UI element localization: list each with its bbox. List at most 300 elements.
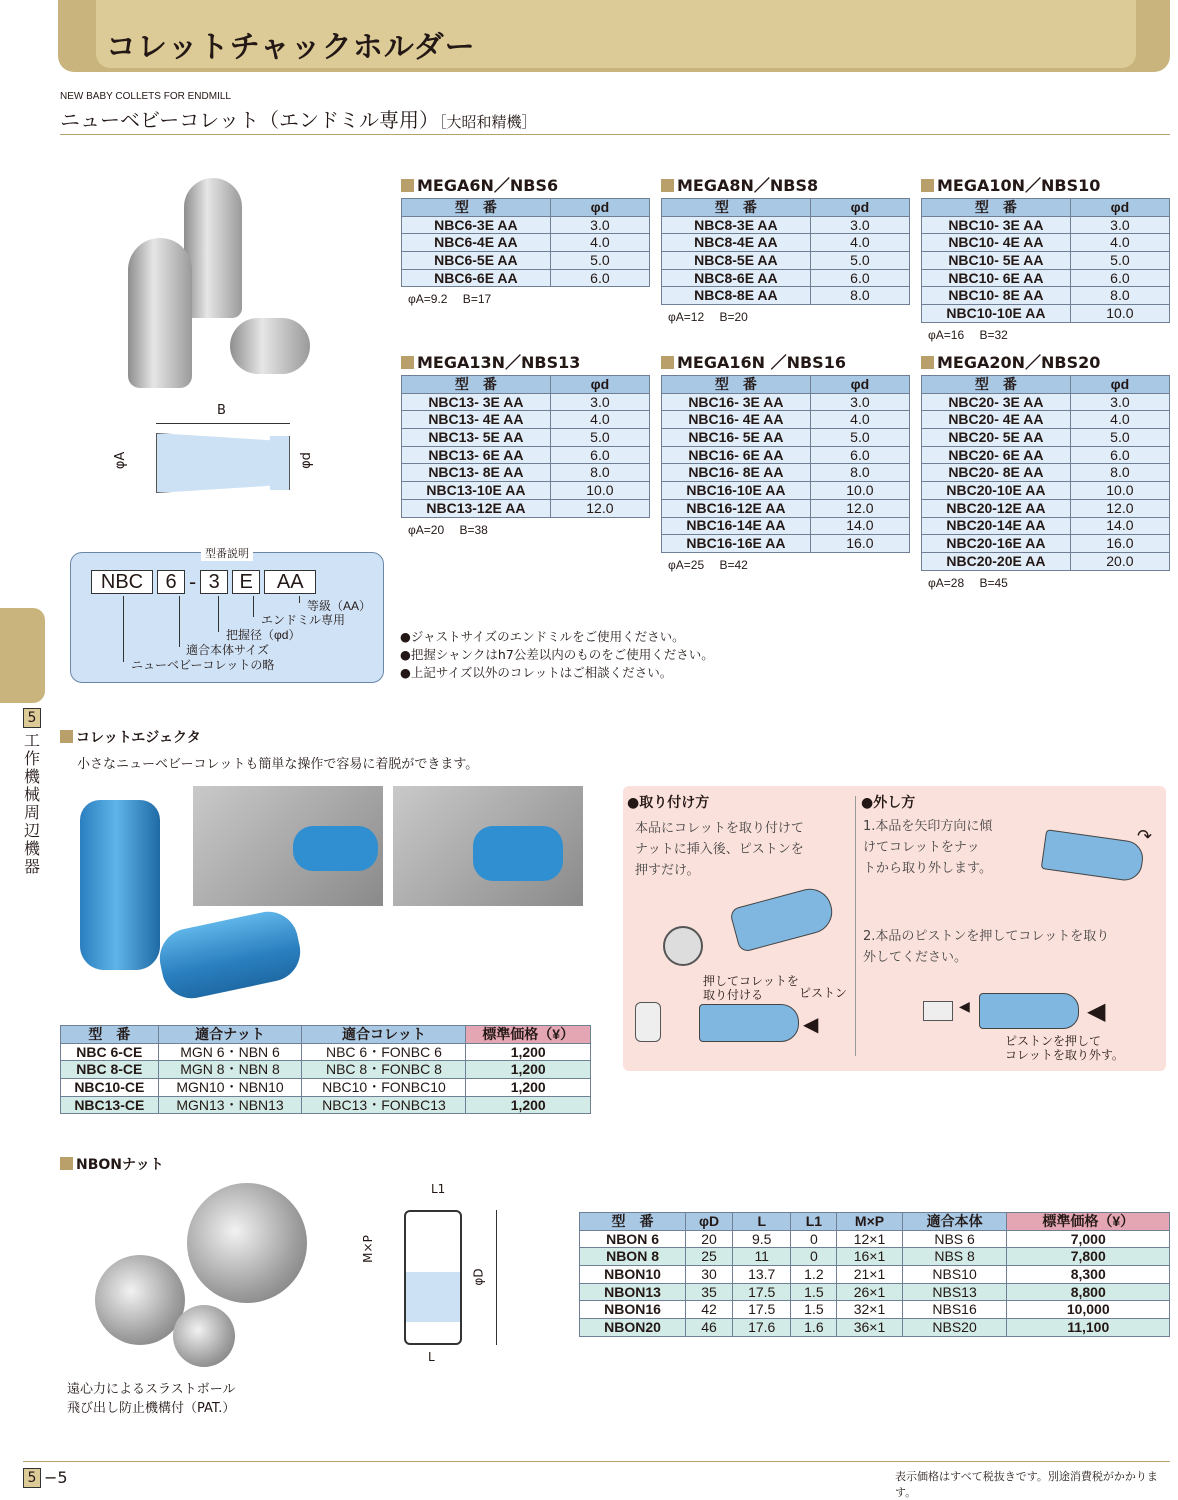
- diameter-cell: 4.0: [550, 234, 649, 252]
- col-header: L1: [791, 1213, 837, 1231]
- nbon-photo: [95, 1183, 315, 1368]
- subtitle-jp: [60, 104, 537, 133]
- legend-line-diameter: [218, 596, 219, 632]
- l-cell: 17.6: [733, 1319, 791, 1337]
- table-note: φA=9.2 B=17: [408, 292, 492, 307]
- col-header-model: 型 番: [662, 199, 811, 217]
- remove-label-line: コレットを取り外す。: [1005, 1048, 1124, 1062]
- table-row: [61, 1079, 591, 1097]
- footer-rule: [23, 1461, 1170, 1462]
- model-cell: NBC10- 5E AA: [922, 252, 1071, 270]
- side-tab: [0, 608, 45, 703]
- code-grade: AA: [264, 570, 316, 594]
- table-row: [61, 1096, 591, 1114]
- model-cell: NBON13: [580, 1283, 686, 1301]
- col-header-diameter: φd: [810, 199, 909, 217]
- l-cell: 13.7: [733, 1266, 791, 1284]
- model-cell: NBC13-10E AA: [402, 482, 551, 500]
- table-header-row: [662, 199, 910, 217]
- spec-table: [401, 198, 650, 287]
- diameter-cell: 8.0: [1070, 464, 1169, 482]
- attach-text-line: 押すだけ。: [635, 863, 700, 878]
- table-note: φA=20 B=38: [408, 522, 488, 537]
- table-row: [402, 446, 650, 464]
- ejector-drawing: [1041, 829, 1146, 883]
- howto-divider: [855, 796, 856, 1056]
- push-arrow-icon: ◀: [803, 1012, 819, 1036]
- footer-chapter-number: 5: [23, 1468, 41, 1488]
- usage-note: ●上記サイズ以外のコレットはご相談ください。: [400, 665, 673, 680]
- model-cell: NBC20-20E AA: [922, 552, 1071, 570]
- diameter-cell: 16.0: [810, 535, 909, 553]
- body-cell: NBS 8: [902, 1248, 1007, 1266]
- table-row: [662, 411, 910, 429]
- table-row: [662, 535, 910, 553]
- model-cell: NBC16- 3E AA: [662, 393, 811, 411]
- table-row: [662, 393, 910, 411]
- spec-table: [921, 375, 1170, 571]
- price-cell: 7,000: [1007, 1230, 1170, 1248]
- legend-label-type: エンドミル専用: [261, 613, 346, 627]
- nbon-caption: [67, 1380, 235, 1418]
- col-header: 型 番: [580, 1213, 686, 1231]
- table-row: [402, 234, 650, 252]
- l1-cell: 1.2: [791, 1266, 837, 1284]
- diameter-cell: 10.0: [1070, 482, 1169, 500]
- model-cell: NBC 8-CE: [61, 1061, 159, 1079]
- col-header-diameter: φd: [810, 376, 909, 394]
- model-cell: NBC20-12E AA: [922, 499, 1071, 517]
- usage-note: ●把握シャンクはh7公差以内のものをご使用ください。: [400, 647, 714, 662]
- table-row: [662, 252, 910, 270]
- diameter-cell: 5.0: [810, 429, 909, 447]
- legend-line-grade: [299, 596, 300, 603]
- model-cell: NBC8-5E AA: [662, 252, 811, 270]
- diameter-cell: 14.0: [1070, 517, 1169, 535]
- diameter-cell: 5.0: [550, 429, 649, 447]
- usage-note: ●ジャストサイズのエンドミルをご使用ください。: [400, 629, 685, 644]
- table-row: [402, 252, 650, 270]
- nut-large: [187, 1183, 307, 1303]
- table-title: [401, 350, 650, 373]
- nut-cell: MGN 6・NBN 6: [158, 1043, 302, 1061]
- table-row: [662, 429, 910, 447]
- spec-table-block-3: [921, 173, 1170, 343]
- table-row: [922, 287, 1170, 305]
- model-cell: NBON10: [580, 1266, 686, 1284]
- l-cell: 9.5: [733, 1230, 791, 1248]
- model-cell: NBC20- 8E AA: [922, 464, 1071, 482]
- col-header-model: 型 番: [402, 199, 551, 217]
- price-cell: 10,000: [1007, 1301, 1170, 1319]
- model-cell: NBC20- 3E AA: [922, 393, 1071, 411]
- diameter-cell: 12.0: [550, 499, 649, 517]
- table-row: [402, 499, 650, 517]
- table-row: [922, 269, 1170, 287]
- diameter-cell: 4.0: [810, 411, 909, 429]
- dim-phid-label: φD: [471, 1268, 486, 1286]
- square-icon: [921, 179, 934, 192]
- model-cell: NBC6-3E AA: [402, 216, 551, 234]
- table-row: [662, 269, 910, 287]
- diameter-cell: 4.0: [810, 234, 909, 252]
- collet-cell: NBC10・FONBC10: [302, 1079, 466, 1097]
- collet-body-shape: [156, 433, 290, 493]
- model-cell: NBC20- 6E AA: [922, 446, 1071, 464]
- attach-illustration-1: [663, 886, 833, 966]
- model-cell: NBC8-8E AA: [662, 287, 811, 305]
- ejector-usage-photo-1: [193, 786, 383, 906]
- table-note: φA=12 B=20: [668, 310, 748, 325]
- ejector-title-text: コレットエジェクタ: [76, 730, 201, 746]
- col-header: 標準価格（¥）: [466, 1026, 591, 1044]
- price-cell: 1,200: [466, 1079, 591, 1097]
- remove-text-line: 1.本品を矢印方向に傾: [863, 819, 993, 834]
- diameter-cell: 6.0: [1070, 446, 1169, 464]
- attach-title: ●取り付け方: [627, 795, 710, 811]
- diameter-cell: 12.0: [1070, 499, 1169, 517]
- square-icon: [401, 179, 414, 192]
- diameter-cell: 5.0: [550, 252, 649, 270]
- table-header-row: [922, 199, 1170, 217]
- model-cell: NBC10- 4E AA: [922, 234, 1071, 252]
- collet-cell: NBC 6・FONBC 6: [302, 1043, 466, 1061]
- diameter-cell: 5.0: [810, 252, 909, 270]
- model-cell: NBC13-CE: [61, 1096, 159, 1114]
- model-cell: NBC6-6E AA: [402, 269, 551, 287]
- table-row: [402, 464, 650, 482]
- model-cell: NBC8-3E AA: [662, 216, 811, 234]
- table-row: [61, 1061, 591, 1079]
- table-row: [662, 216, 910, 234]
- diameter-cell: 3.0: [810, 216, 909, 234]
- diameter-cell: 6.0: [1070, 269, 1169, 287]
- phid-cell: 35: [686, 1283, 733, 1301]
- push-arrow-icon: ◀: [1087, 997, 1106, 1025]
- footer-tax-note: 表示価格はすべて税抜きです。別途消費税がかかります。: [895, 1470, 1158, 1499]
- remove-label-line: ピストンを押して: [1005, 1034, 1102, 1048]
- model-cell: NBC16-12E AA: [662, 499, 811, 517]
- ejector-drawing: [699, 1004, 799, 1042]
- remove-text-line: 外してください。: [863, 950, 968, 965]
- table-title-text: MEGA8N／NBS8: [677, 176, 819, 195]
- table-title-text: MEGA10N／NBS10: [937, 176, 1101, 195]
- ejector-drawing: [979, 993, 1079, 1029]
- model-cell: NBC8-6E AA: [662, 269, 811, 287]
- diameter-cell: 5.0: [1070, 429, 1169, 447]
- ejector-upright: [80, 800, 160, 970]
- price-cell: 11,100: [1007, 1319, 1170, 1337]
- dim-l-label: L: [428, 1350, 435, 1364]
- body-cell: NBS16: [902, 1301, 1007, 1319]
- col-header-diameter: φd: [550, 376, 649, 394]
- col-header-model: 型 番: [922, 376, 1071, 394]
- nut-section: [404, 1210, 462, 1345]
- model-cell: NBC16- 5E AA: [662, 429, 811, 447]
- square-icon: [401, 356, 414, 369]
- table-title: [921, 173, 1170, 196]
- table-title: [921, 350, 1170, 373]
- table-header-row: [402, 199, 650, 217]
- ejector-drawing: [729, 884, 837, 953]
- left-arrow-icon: ◀: [959, 999, 970, 1015]
- table-row: [402, 411, 650, 429]
- code-diameter: 3: [200, 570, 228, 594]
- table-header-row: [922, 376, 1170, 394]
- table-header-row: [61, 1026, 591, 1044]
- attach-illustration-2: [635, 998, 835, 1048]
- col-header-model: 型 番: [662, 376, 811, 394]
- model-cell: NBC10- 6E AA: [922, 269, 1071, 287]
- square-icon: [661, 356, 674, 369]
- diameter-cell: 8.0: [550, 464, 649, 482]
- diameter-cell: 3.0: [550, 393, 649, 411]
- table-title-text: MEGA20N／NBS20: [937, 353, 1101, 372]
- spec-table-block-2: [661, 173, 910, 325]
- table-row: [922, 411, 1170, 429]
- diameter-cell: 3.0: [550, 216, 649, 234]
- model-cell: NBC6-4E AA: [402, 234, 551, 252]
- remove-illustration-1: [1033, 826, 1153, 886]
- collet-cell: NBC 8・FONBC 8: [302, 1061, 466, 1079]
- model-cell: NBC16- 8E AA: [662, 464, 811, 482]
- diameter-cell: 12.0: [810, 499, 909, 517]
- table-row: [922, 252, 1170, 270]
- model-cell: NBC10- 3E AA: [922, 216, 1071, 234]
- model-cell: NBC20-16E AA: [922, 535, 1071, 553]
- maker: ［大昭和精機］: [439, 113, 537, 131]
- table-row: [402, 393, 650, 411]
- collet-dimension-diagram: [110, 403, 340, 503]
- table-row: [922, 482, 1170, 500]
- col-header: 適合本体: [902, 1213, 1007, 1231]
- model-cell: NBC16-10E AA: [662, 482, 811, 500]
- legend-title: 型番説明: [201, 545, 253, 561]
- model-cell: NBON 6: [580, 1230, 686, 1248]
- l1-cell: 1.6: [791, 1319, 837, 1337]
- table-row: [61, 1043, 591, 1061]
- col-header: 適合コレット: [302, 1026, 466, 1044]
- legend-label-size: 適合本体サイズ: [186, 643, 270, 657]
- mxp-cell: 12×1: [837, 1230, 902, 1248]
- spec-table: [921, 198, 1170, 323]
- legend-label-diameter: 把握径（φd）: [226, 628, 301, 642]
- table-row: [402, 482, 650, 500]
- diameter-cell: 4.0: [550, 411, 649, 429]
- remove-illustration-2: [923, 991, 1143, 1031]
- table-row: [922, 499, 1170, 517]
- table-row: [922, 552, 1170, 570]
- diameter-cell: 3.0: [810, 393, 909, 411]
- mxp-cell: 26×1: [837, 1283, 902, 1301]
- spec-table-block-6: [921, 350, 1170, 591]
- dim-d-line: [496, 1210, 497, 1345]
- model-cell: NBC13- 6E AA: [402, 446, 551, 464]
- nut-cell: MGN 8・NBN 8: [158, 1061, 302, 1079]
- square-icon: [60, 730, 73, 743]
- diameter-cell: 10.0: [810, 482, 909, 500]
- col-header: 適合ナット: [158, 1026, 302, 1044]
- legend-label-series: ニューベビーコレットの略: [131, 658, 275, 672]
- body-cell: NBS20: [902, 1319, 1007, 1337]
- model-cell: NBC10- 8E AA: [922, 287, 1071, 305]
- table-row: [580, 1301, 1170, 1319]
- table-row: [922, 216, 1170, 234]
- model-cell: NBC8-4E AA: [662, 234, 811, 252]
- model-cell: NBC10-10E AA: [922, 305, 1071, 323]
- diameter-cell: 5.0: [1070, 252, 1169, 270]
- table-row: [922, 535, 1170, 553]
- model-cell: NBC13- 3E AA: [402, 393, 551, 411]
- square-icon: [60, 1157, 73, 1170]
- subtitle-en: NEW BABY COLLETS FOR ENDMILL: [60, 91, 231, 102]
- ejector-in-hand: [473, 826, 563, 881]
- price-cell: 7,800: [1007, 1248, 1170, 1266]
- diameter-cell: 8.0: [810, 464, 909, 482]
- table-row: [402, 429, 650, 447]
- table-row: [402, 269, 650, 287]
- table-row: [922, 517, 1170, 535]
- model-cell: NBC13-12E AA: [402, 499, 551, 517]
- model-cell: NBC10-CE: [61, 1079, 159, 1097]
- code-hyphen: -: [189, 570, 197, 594]
- price-cell: 8,800: [1007, 1283, 1170, 1301]
- table-row: [922, 429, 1170, 447]
- table-row: [922, 464, 1170, 482]
- l-cell: 17.5: [733, 1283, 791, 1301]
- diameter-cell: 6.0: [550, 446, 649, 464]
- spec-table-block-5: [661, 350, 910, 573]
- diameter-cell: 16.0: [1070, 535, 1169, 553]
- collet-small: [230, 318, 310, 374]
- price-cell: 1,200: [466, 1096, 591, 1114]
- legend-label-grade: 等級（AA）: [307, 599, 372, 613]
- body-cell: NBS 6: [902, 1230, 1007, 1248]
- attach-label-line: 取り付ける: [703, 988, 764, 1002]
- table-row: [662, 517, 910, 535]
- ejector-title: [60, 727, 201, 747]
- nbon-title: [60, 1154, 164, 1174]
- model-cell: NBC13- 5E AA: [402, 429, 551, 447]
- spec-table: [401, 375, 650, 518]
- mxp-cell: 16×1: [837, 1248, 902, 1266]
- diameter-cell: 20.0: [1070, 552, 1169, 570]
- table-row: [662, 499, 910, 517]
- footer-page-number: −5: [44, 1468, 68, 1487]
- phid-cell: 46: [686, 1319, 733, 1337]
- phid-cell: 42: [686, 1301, 733, 1319]
- legend-line-size: [179, 596, 180, 647]
- mxp-cell: 36×1: [837, 1319, 902, 1337]
- model-legend: [70, 547, 384, 683]
- side-chapter-number: 5: [23, 708, 41, 728]
- model-cell: NBC16- 6E AA: [662, 446, 811, 464]
- header-rule: [60, 134, 1170, 135]
- nut-medium: [95, 1255, 185, 1345]
- phid-cell: 20: [686, 1230, 733, 1248]
- model-cell: NBC16-14E AA: [662, 517, 811, 535]
- model-cell: NBC13- 4E AA: [402, 411, 551, 429]
- table-row: [662, 482, 910, 500]
- spec-table: [661, 198, 910, 305]
- attach-label-line: 押してコレットを: [703, 974, 799, 988]
- nut-thread-area: [406, 1272, 460, 1322]
- collet-medium: [128, 238, 192, 388]
- body-cell: NBS13: [902, 1283, 1007, 1301]
- model-cell: NBC 6-CE: [61, 1043, 159, 1061]
- col-header: φD: [686, 1213, 733, 1231]
- mxp-cell: 21×1: [837, 1266, 902, 1284]
- tilt-arrow-icon: ↷: [1137, 826, 1153, 847]
- table-row: [662, 234, 910, 252]
- remove-text-2: [863, 926, 1109, 968]
- spec-table-block-4: [401, 350, 650, 538]
- model-cell: NBC16-16E AA: [662, 535, 811, 553]
- remove-text-line: トから取り外します。: [863, 861, 992, 876]
- dim-b-label: B: [217, 403, 226, 418]
- spec-table: [661, 375, 910, 553]
- ejector-price-table: [60, 1025, 591, 1114]
- square-icon: [661, 179, 674, 192]
- table-row: [662, 446, 910, 464]
- attach-text-line: 本品にコレットを取り付けて: [635, 821, 804, 836]
- model-cell: NBC20-10E AA: [922, 482, 1071, 500]
- phid-cell: 30: [686, 1266, 733, 1284]
- model-cell: NBC20-14E AA: [922, 517, 1071, 535]
- remove-text-1: [863, 816, 992, 879]
- table-row: [580, 1230, 1170, 1248]
- code-series: NBC: [91, 570, 153, 594]
- table-row: [402, 216, 650, 234]
- body-cell: NBS10: [902, 1266, 1007, 1284]
- diameter-cell: 10.0: [1070, 305, 1169, 323]
- nbon-dimension-diagram: [348, 1180, 508, 1370]
- model-cell: NBC20- 4E AA: [922, 411, 1071, 429]
- side-chapter-title: 工作機械周辺機器: [23, 731, 40, 876]
- l1-cell: 1.5: [791, 1283, 837, 1301]
- diameter-cell: 8.0: [1070, 287, 1169, 305]
- col-header-diameter: φd: [550, 199, 649, 217]
- col-header-diameter: φd: [1070, 199, 1169, 217]
- dim-l1-label: L1: [431, 1182, 446, 1196]
- nbon-caption-line: 遠心力によるスラストボール: [67, 1382, 236, 1397]
- l-cell: 11: [733, 1248, 791, 1266]
- nut-small: [173, 1305, 235, 1367]
- table-note: φA=16 B=32: [928, 327, 1008, 342]
- col-header-model: 型 番: [922, 199, 1071, 217]
- usage-notes: [400, 628, 714, 682]
- price-cell: 1,200: [466, 1043, 591, 1061]
- table-title: [401, 173, 650, 196]
- table-title-text: MEGA13N／NBS13: [417, 353, 581, 372]
- nut-drawing: [663, 926, 703, 966]
- table-row: [580, 1283, 1170, 1301]
- col-header: M×P: [837, 1213, 902, 1231]
- model-cell: NBC20- 5E AA: [922, 429, 1071, 447]
- piston-label: ピストン: [799, 986, 848, 1000]
- attach-text-line: ナットに挿入後、ピストンを: [635, 842, 804, 857]
- model-cell: NBON16: [580, 1301, 686, 1319]
- mxp-cell: 32×1: [837, 1301, 902, 1319]
- page-title: コレットチャックホルダー: [106, 30, 476, 65]
- nbon-caption-line: 飛び出し防止機構付（PAT.）: [67, 1401, 236, 1416]
- table-row: [580, 1266, 1170, 1284]
- subtitle-jp-text: ニューベビーコレット（エンドミル専用）: [60, 108, 439, 132]
- collet-large: [184, 178, 242, 318]
- table-note: φA=28 B=45: [928, 575, 1008, 590]
- remove-text-line: 2.本品のピストンを押してコレットを取り: [863, 929, 1110, 944]
- l1-cell: 0: [791, 1230, 837, 1248]
